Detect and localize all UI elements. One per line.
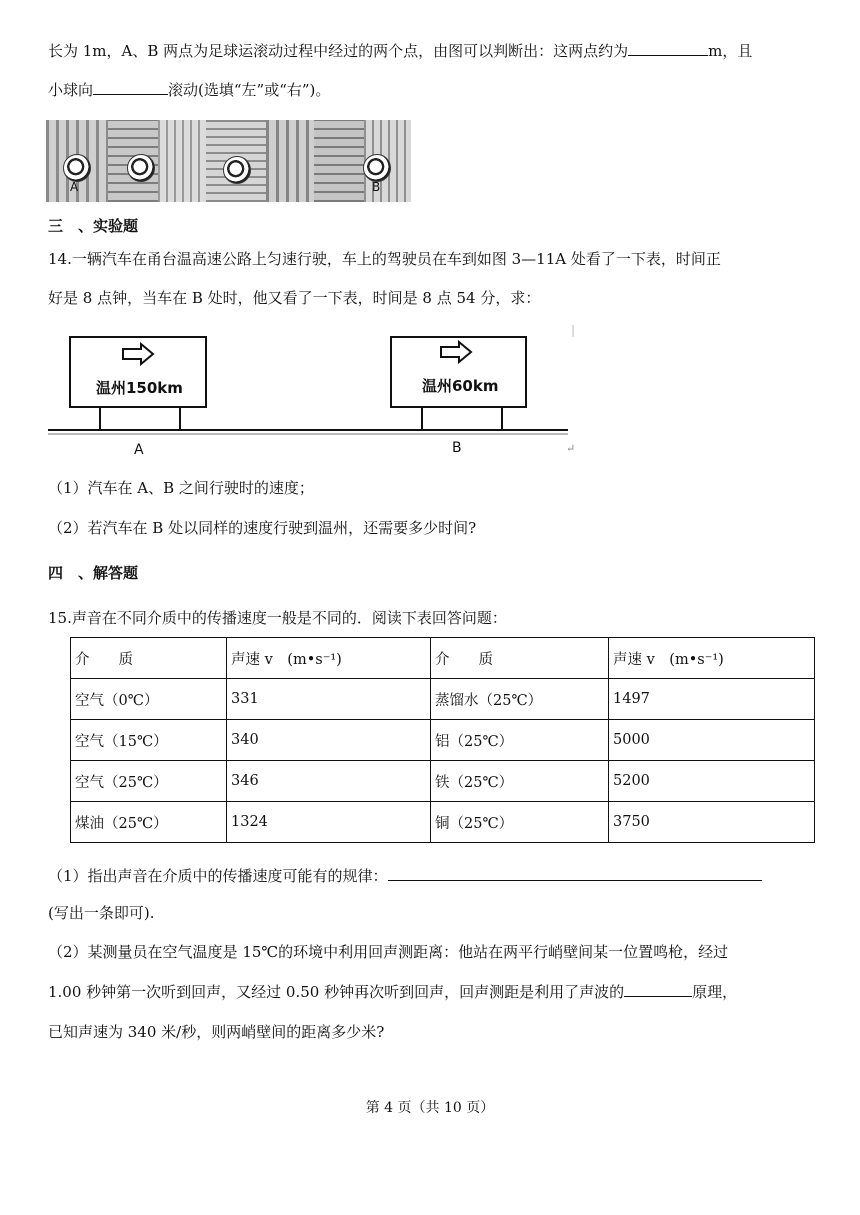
q15-sub2-text: 1.00 秒钟第一次听到回声，又经过 0.50 秒钟再次听到回声，回声测距是利用了声波的 [48,983,625,1001]
section-4-heading: 四 、解答题 [48,564,139,582]
q15-sub2-line2 [48,981,737,1003]
table-cell: 1497 [609,679,815,720]
table-header-row [71,638,815,679]
sign-a-text: 温州150km [96,379,183,397]
q15-blank-principle[interactable] [624,981,692,997]
table-header-cell: 声速 v (m•s⁻¹) [227,638,431,679]
q15-blank-rule[interactable] [388,865,762,881]
q15-intro: 15.声音在不同介质中的传播速度一般是不同的．阅读下表回答问题： [48,609,507,627]
ball-icon [63,154,91,182]
q15-sub2-line1: （2）某测量员在空气温度是 15℃的环境中利用回声测距离：他站在两平行峭壁间某一位置鸣枪，经过 [48,943,729,961]
table-cell: 346 [227,761,431,802]
table-row [71,802,815,843]
table-row [71,761,815,802]
table-header-cell: 声速 v (m•s⁻¹) [609,638,815,679]
ball-icon [127,154,155,182]
q13-line2 [48,79,330,101]
q15-sub1 [48,865,762,887]
sign-b-text: 温州60km [422,377,499,395]
table-cell: 蒸馏水（25℃） [431,679,609,720]
section-3-heading: 三 、实验题 [48,217,139,235]
q15-sub1-note: (写出一条即可). [48,904,155,922]
q13-text-a: 长为 1m，A、B 两点为足球运滚动过程中经过的两个点，由图可以判断出：这两点约为 [48,42,629,60]
point-b-label: B [372,180,381,194]
q13-blank-distance[interactable] [628,40,708,56]
q13-line1 [48,40,752,62]
table-header-cell: 介 质 [71,638,227,679]
table-row [71,679,815,720]
table-cell: 铝（25℃） [431,720,609,761]
table-cell: 铜（25℃） [431,802,609,843]
table-cell: 煤油（25℃） [71,802,227,843]
q13-blank-direction[interactable] [93,79,168,95]
q13-text-d: 滚动(选填“左”或“右”)。 [168,81,331,99]
q15-sub1-text: （1）指出声音在介质中的传播速度可能有的规律： [48,867,388,885]
q15-sub2-text-b: 原理， [692,983,738,1001]
ball-icon [363,154,391,182]
point-a-label: A [70,180,79,194]
ball-icon [223,156,251,184]
q14-line2: 好是 8 点钟，当车在 B 处时，他又看了一下表，时间是 8 点 54 分，求： [48,289,541,307]
q14-sub1: （1）汽车在 A、B 之间行驶时的速度； [48,479,314,497]
table-cell: 5000 [609,720,815,761]
table-cell: 340 [227,720,431,761]
table-cell: 5200 [609,761,815,802]
table-cell: 空气（25℃） [71,761,227,802]
q13-text-b: m，且 [708,42,753,60]
q15-sub2-line3: 已知声速为 340 米/秒，则两峭壁间的距离多少米? [48,1023,385,1041]
speed-table [70,637,815,843]
road-sign-diagram [48,325,578,460]
floor-photo [46,120,411,202]
point-a-label: A [134,442,144,458]
q14-line1: 14.一辆汽车在甬台温高速公路上匀速行驶，车上的驾驶员在车到如图 3—11A 处看了一下表，时间正 [48,250,721,268]
q13-text-c: 小球向 [48,81,94,99]
table-row [71,720,815,761]
table-cell: 铁（25℃） [431,761,609,802]
point-b-label: B [452,440,462,456]
q14-sub2: （2）若汽车在 B 处以同样的速度行驶到温州，还需要多少时间? [48,519,477,537]
table-cell: 空气（15℃） [71,720,227,761]
table-cell: 3750 [609,802,815,843]
table-cell: 空气（0℃） [71,679,227,720]
table-cell: 331 [227,679,431,720]
table-header-cell: 介 质 [431,638,609,679]
table-cell: 1324 [227,802,431,843]
return-mark: ↵ [566,442,576,455]
page-footer: 第 4 页（共 10 页） [365,1100,495,1116]
